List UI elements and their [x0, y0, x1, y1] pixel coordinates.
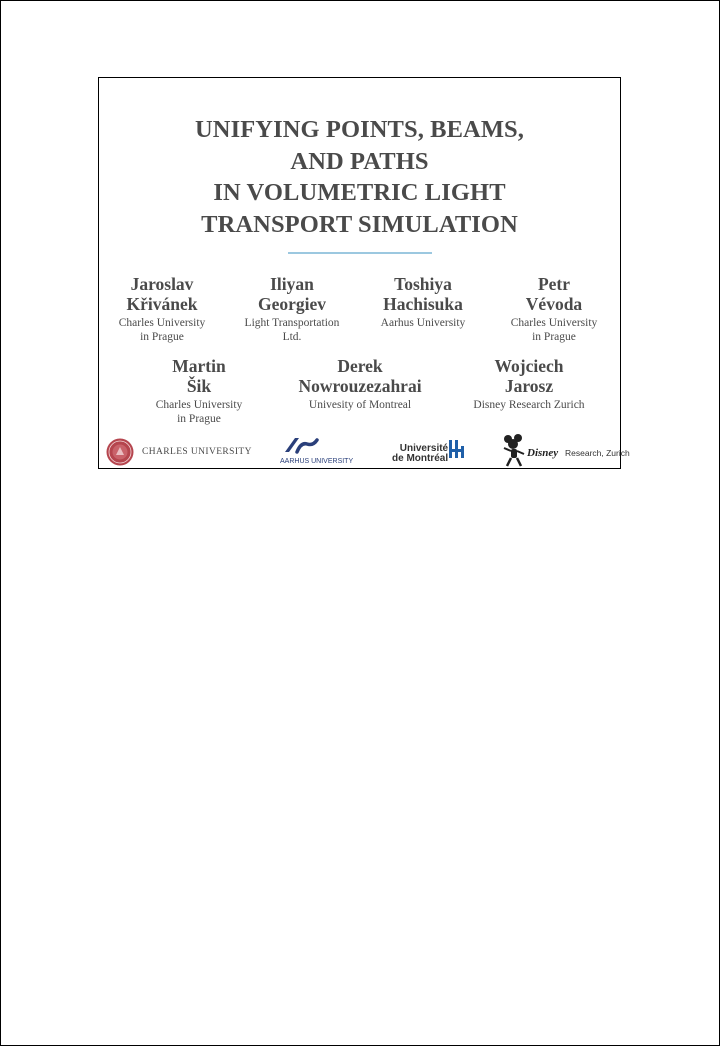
author-georgiev — [227, 274, 357, 344]
montreal-line: de Montréal — [392, 453, 449, 464]
affiliation-line: Disney Research Zurich — [473, 399, 585, 411]
affiliation-line: Charles University — [510, 317, 598, 329]
author-name: Petr — [537, 274, 571, 294]
affiliation-line: Univesity of Montreal — [308, 399, 412, 411]
author-name: Martin — [172, 356, 226, 376]
affiliation-line: Ltd. — [282, 331, 302, 343]
affiliation-line: in Prague — [177, 413, 221, 425]
author-affiliation — [464, 398, 594, 412]
universite-de-montreal-logo-text — [392, 444, 448, 464]
author-affiliation — [295, 398, 425, 412]
title-line: AND PATHS — [290, 147, 429, 175]
author-name: Nowrouzezahrai — [298, 376, 422, 396]
author-name: Vévoda — [525, 294, 583, 314]
affiliation-line: Charles University — [155, 399, 243, 411]
author-affiliation — [489, 316, 619, 344]
affiliation-line: in Prague — [532, 331, 576, 343]
affiliation-line: Aarhus University — [380, 317, 466, 329]
author-name: Šik — [186, 376, 212, 396]
author-name: Derek — [337, 356, 383, 376]
mickey-mouse-icon — [501, 434, 527, 468]
title-line: UNIFYING POINTS, BEAMS, — [194, 116, 524, 143]
charles-university-seal-icon — [106, 438, 134, 466]
author-name: Jarosz — [504, 376, 554, 396]
author-name: Georgiev — [257, 294, 327, 314]
author-jarosz — [464, 356, 594, 412]
author-affiliation — [97, 316, 227, 344]
montreal-line: Université — [399, 443, 449, 454]
author-name: Hachisuka — [383, 294, 463, 314]
aarhus-university-logo-text: AARHUS UNIVERSITY — [280, 458, 354, 465]
author-sik — [134, 356, 264, 426]
aarhus-university-mark-icon — [283, 434, 319, 456]
author-affiliation — [134, 398, 264, 426]
title-line: IN VOLUMETRIC LIGHT — [213, 179, 506, 206]
author-hachisuka — [358, 274, 488, 330]
author-krivanek — [97, 274, 227, 344]
title-line: TRANSPORT SIMULATION — [201, 210, 518, 238]
title-divider — [288, 252, 432, 254]
author-name: Iliyan — [270, 274, 314, 294]
affiliation-line: Charles University — [118, 317, 206, 329]
author-affiliation — [358, 316, 488, 330]
author-affiliation — [227, 316, 357, 344]
author-name: Křivánek — [126, 294, 198, 314]
author-name: Wojciech — [494, 356, 564, 376]
author-vevoda — [489, 274, 619, 344]
universite-de-montreal-mark-icon — [447, 438, 465, 460]
disney-logo-text: Disney — [527, 447, 559, 459]
author-nowrouzezahrai — [295, 356, 425, 412]
author-name: Toshiya — [394, 274, 452, 294]
affiliation-line: Light Transportation — [244, 317, 340, 329]
slide — [98, 77, 630, 469]
author-name: Jaroslav — [130, 274, 194, 294]
affiliation-line: in Prague — [140, 331, 184, 343]
slide-title — [99, 114, 620, 240]
disney-research-logo-text: Research, Zurich — [565, 448, 630, 458]
sponsor-logos — [99, 434, 630, 468]
charles-university-logo-text: CHARLES UNIVERSITY — [142, 447, 252, 457]
